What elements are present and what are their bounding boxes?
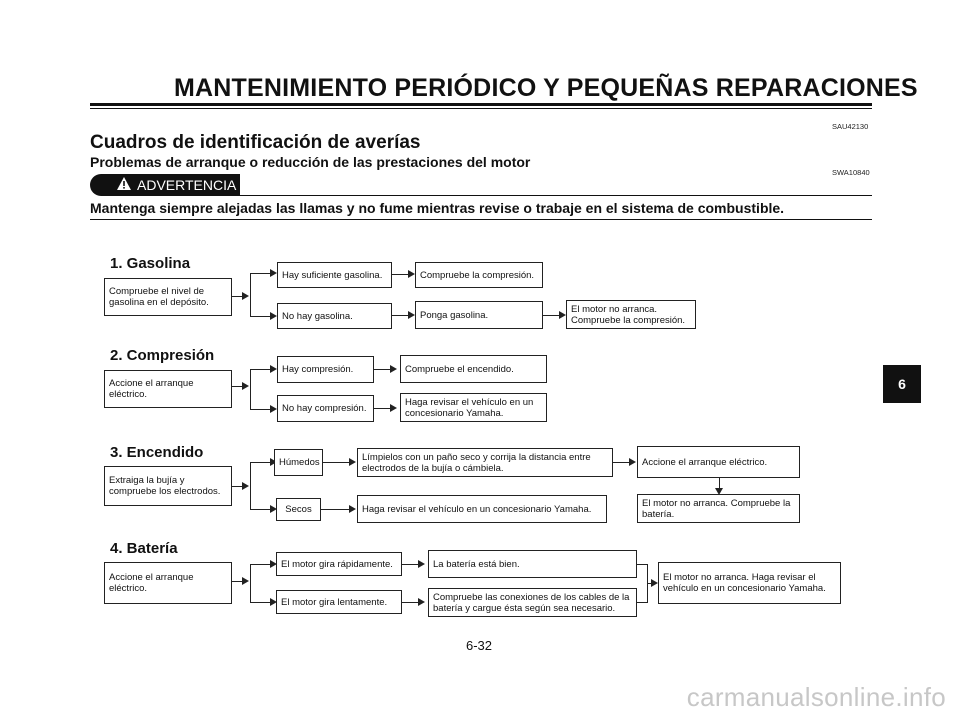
connector [250, 369, 270, 370]
encendido-start-box [104, 466, 232, 506]
gasolina-no-text: No hay gasolina. [282, 310, 353, 322]
gasolina-no-box [277, 303, 392, 329]
bateria-final-box [658, 562, 841, 604]
compresion-yes-next-box [400, 355, 547, 383]
encendido-wet-result-text: Accione el arranque eléctrico. [642, 456, 768, 468]
compresion-title: 2. Compresión [110, 347, 215, 364]
bateria-start-box [104, 562, 232, 604]
connector [637, 602, 647, 603]
encendido-wet-next-box [357, 448, 613, 477]
connector [637, 564, 647, 565]
warning-text: Mantenga siempre alejadas las llamas y no fume mientras revise o trabaje en el sistema de combustible. [90, 200, 785, 216]
encendido-dry-next-text: Haga revisar el vehículo en un concesionario Yamaha. [362, 503, 592, 515]
code-swa: SWA10840 [832, 168, 870, 177]
compresion-no-next-text: Haga revisar el vehículo en un concesionario Yamaha. [405, 396, 534, 419]
encendido-start-text: Extraiga la bujía y compruebe los electrodos. [109, 475, 221, 497]
arrow-icon [242, 382, 249, 390]
connector [232, 486, 242, 487]
connector [719, 478, 720, 488]
connector [250, 462, 270, 463]
compresion-yes-box [277, 356, 374, 383]
bateria-fast-box [276, 552, 402, 576]
arrow-icon [651, 579, 658, 587]
page-header-title: MANTENIMIENTO PERIÓDICO Y PEQUEÑAS REPARACIONES [174, 74, 918, 102]
connector [250, 273, 251, 316]
arrow-icon [408, 270, 415, 278]
bateria-slow-box [276, 590, 402, 614]
gasolina-no-next-text: Ponga gasolina. [420, 309, 489, 321]
arrow-icon [270, 405, 277, 413]
connector [232, 581, 242, 582]
warning-label: ADVERTENCIA [137, 177, 237, 193]
arrow-icon [242, 577, 249, 585]
gasolina-yes-next-text: Compruebe la compresión. [420, 269, 535, 281]
section-subheading: Problemas de arranque o reducción de las prestaciones del motor [90, 154, 531, 170]
chapter-tab[interactable]: 6 [883, 365, 921, 403]
connector [543, 315, 559, 316]
code-sau: SAU42130 [832, 122, 869, 131]
connector [374, 369, 390, 370]
connector [323, 462, 349, 463]
connector [321, 509, 349, 510]
connector [402, 602, 418, 603]
bateria-title: 4. Batería [110, 540, 178, 557]
encendido-dry-box [276, 498, 321, 521]
arrow-icon [242, 482, 249, 490]
connector [232, 296, 242, 297]
bateria-slow-next-text: Compruebe las conexiones de los cables de la batería y cargue ésta según sea necesario. [433, 591, 630, 614]
bateria-fast-text: El motor gira rápidamente. [281, 558, 393, 570]
arrow-icon [270, 312, 277, 320]
connector [250, 509, 270, 510]
compresion-yes-text: Hay compresión. [282, 364, 354, 375]
warning-rule [240, 195, 872, 196]
connector [232, 386, 242, 387]
bateria-fast-next-text: La batería está bien. [433, 558, 520, 570]
arrow-icon [349, 505, 356, 513]
arrow-icon [408, 311, 415, 319]
connector [392, 315, 408, 316]
arrow-icon [629, 458, 636, 466]
gasolina-start-text: Compruebe el nivel de gasolina en el depósito. [109, 286, 209, 308]
connector [250, 273, 270, 274]
encendido-dry-next-box [357, 495, 607, 523]
connector [392, 274, 408, 275]
arrow-icon [390, 365, 397, 373]
header-rule [90, 103, 872, 106]
compresion-yes-next-text: Compruebe el encendido. [405, 363, 514, 375]
connector [250, 602, 270, 603]
compresion-no-next-box [400, 393, 547, 422]
connector [250, 564, 251, 602]
encendido-wet-text: Húmedos [279, 457, 320, 468]
encendido-wet-result-box [637, 446, 800, 478]
bateria-slow-next-box [428, 588, 637, 617]
connector [250, 369, 251, 409]
encendido-wet-next-text: Límpielos con un paño seco y corrija la distancia entre electrodos de la bujía o cámbiela. [362, 451, 591, 474]
connector [250, 316, 270, 317]
arrow-icon [349, 458, 356, 466]
arrow-icon [270, 269, 277, 277]
watermark: carmanualsonline.info [686, 682, 946, 712]
arrow-icon [418, 560, 425, 568]
connector [374, 408, 390, 409]
gasolina-yes-next-box [415, 262, 543, 288]
gasolina-yes-box [277, 262, 392, 288]
page-number: 6-32 [466, 638, 493, 653]
encendido-dry-text: Secos [285, 504, 312, 515]
compresion-start-text: Accione el arranque eléctrico. [109, 378, 194, 400]
compresion-no-box [277, 395, 374, 422]
connector [250, 564, 270, 565]
encendido-wet-box [274, 449, 323, 476]
section-heading: Cuadros de identificación de averías [90, 132, 421, 153]
gasolina-title: 1. Gasolina [110, 255, 191, 272]
connector [613, 462, 629, 463]
bateria-final-text: El motor no arranca. Haga revisar el vehículo en un concesionario Yamaha. [663, 572, 826, 594]
gasolina-no-next-box [415, 301, 543, 329]
bateria-slow-text: El motor gira lentamente. [281, 596, 388, 608]
connector [250, 462, 251, 509]
warning-triangle-icon [117, 177, 131, 193]
compresion-no-text: No hay compresión. [282, 403, 367, 414]
connector [250, 409, 270, 410]
arrow-icon [242, 292, 249, 300]
compresion-start-box [104, 370, 232, 408]
arrow-icon [390, 404, 397, 412]
gasolina-yes-text: Hay suficiente gasolina. [282, 269, 383, 281]
encendido-final-box [637, 494, 800, 523]
gasolina-no-result-text: El motor no arranca. Compruebe la compresión. [571, 303, 686, 326]
arrow-icon [559, 311, 566, 319]
warning-rule-bottom [90, 219, 872, 220]
arrow-icon [418, 598, 425, 606]
header-rule-thin [90, 108, 872, 109]
encendido-final-text: El motor no arranca. Compruebe la batería. [642, 497, 791, 520]
gasolina-start-box [104, 278, 232, 316]
connector [402, 564, 418, 565]
gasolina-no-result-box [566, 300, 696, 329]
bateria-start-text: Accione el arranque eléctrico. [109, 572, 194, 594]
encendido-title: 3. Encendido [110, 444, 204, 461]
bateria-fast-next-box [428, 550, 637, 578]
arrow-icon [270, 365, 277, 373]
warning-badge [90, 174, 240, 196]
